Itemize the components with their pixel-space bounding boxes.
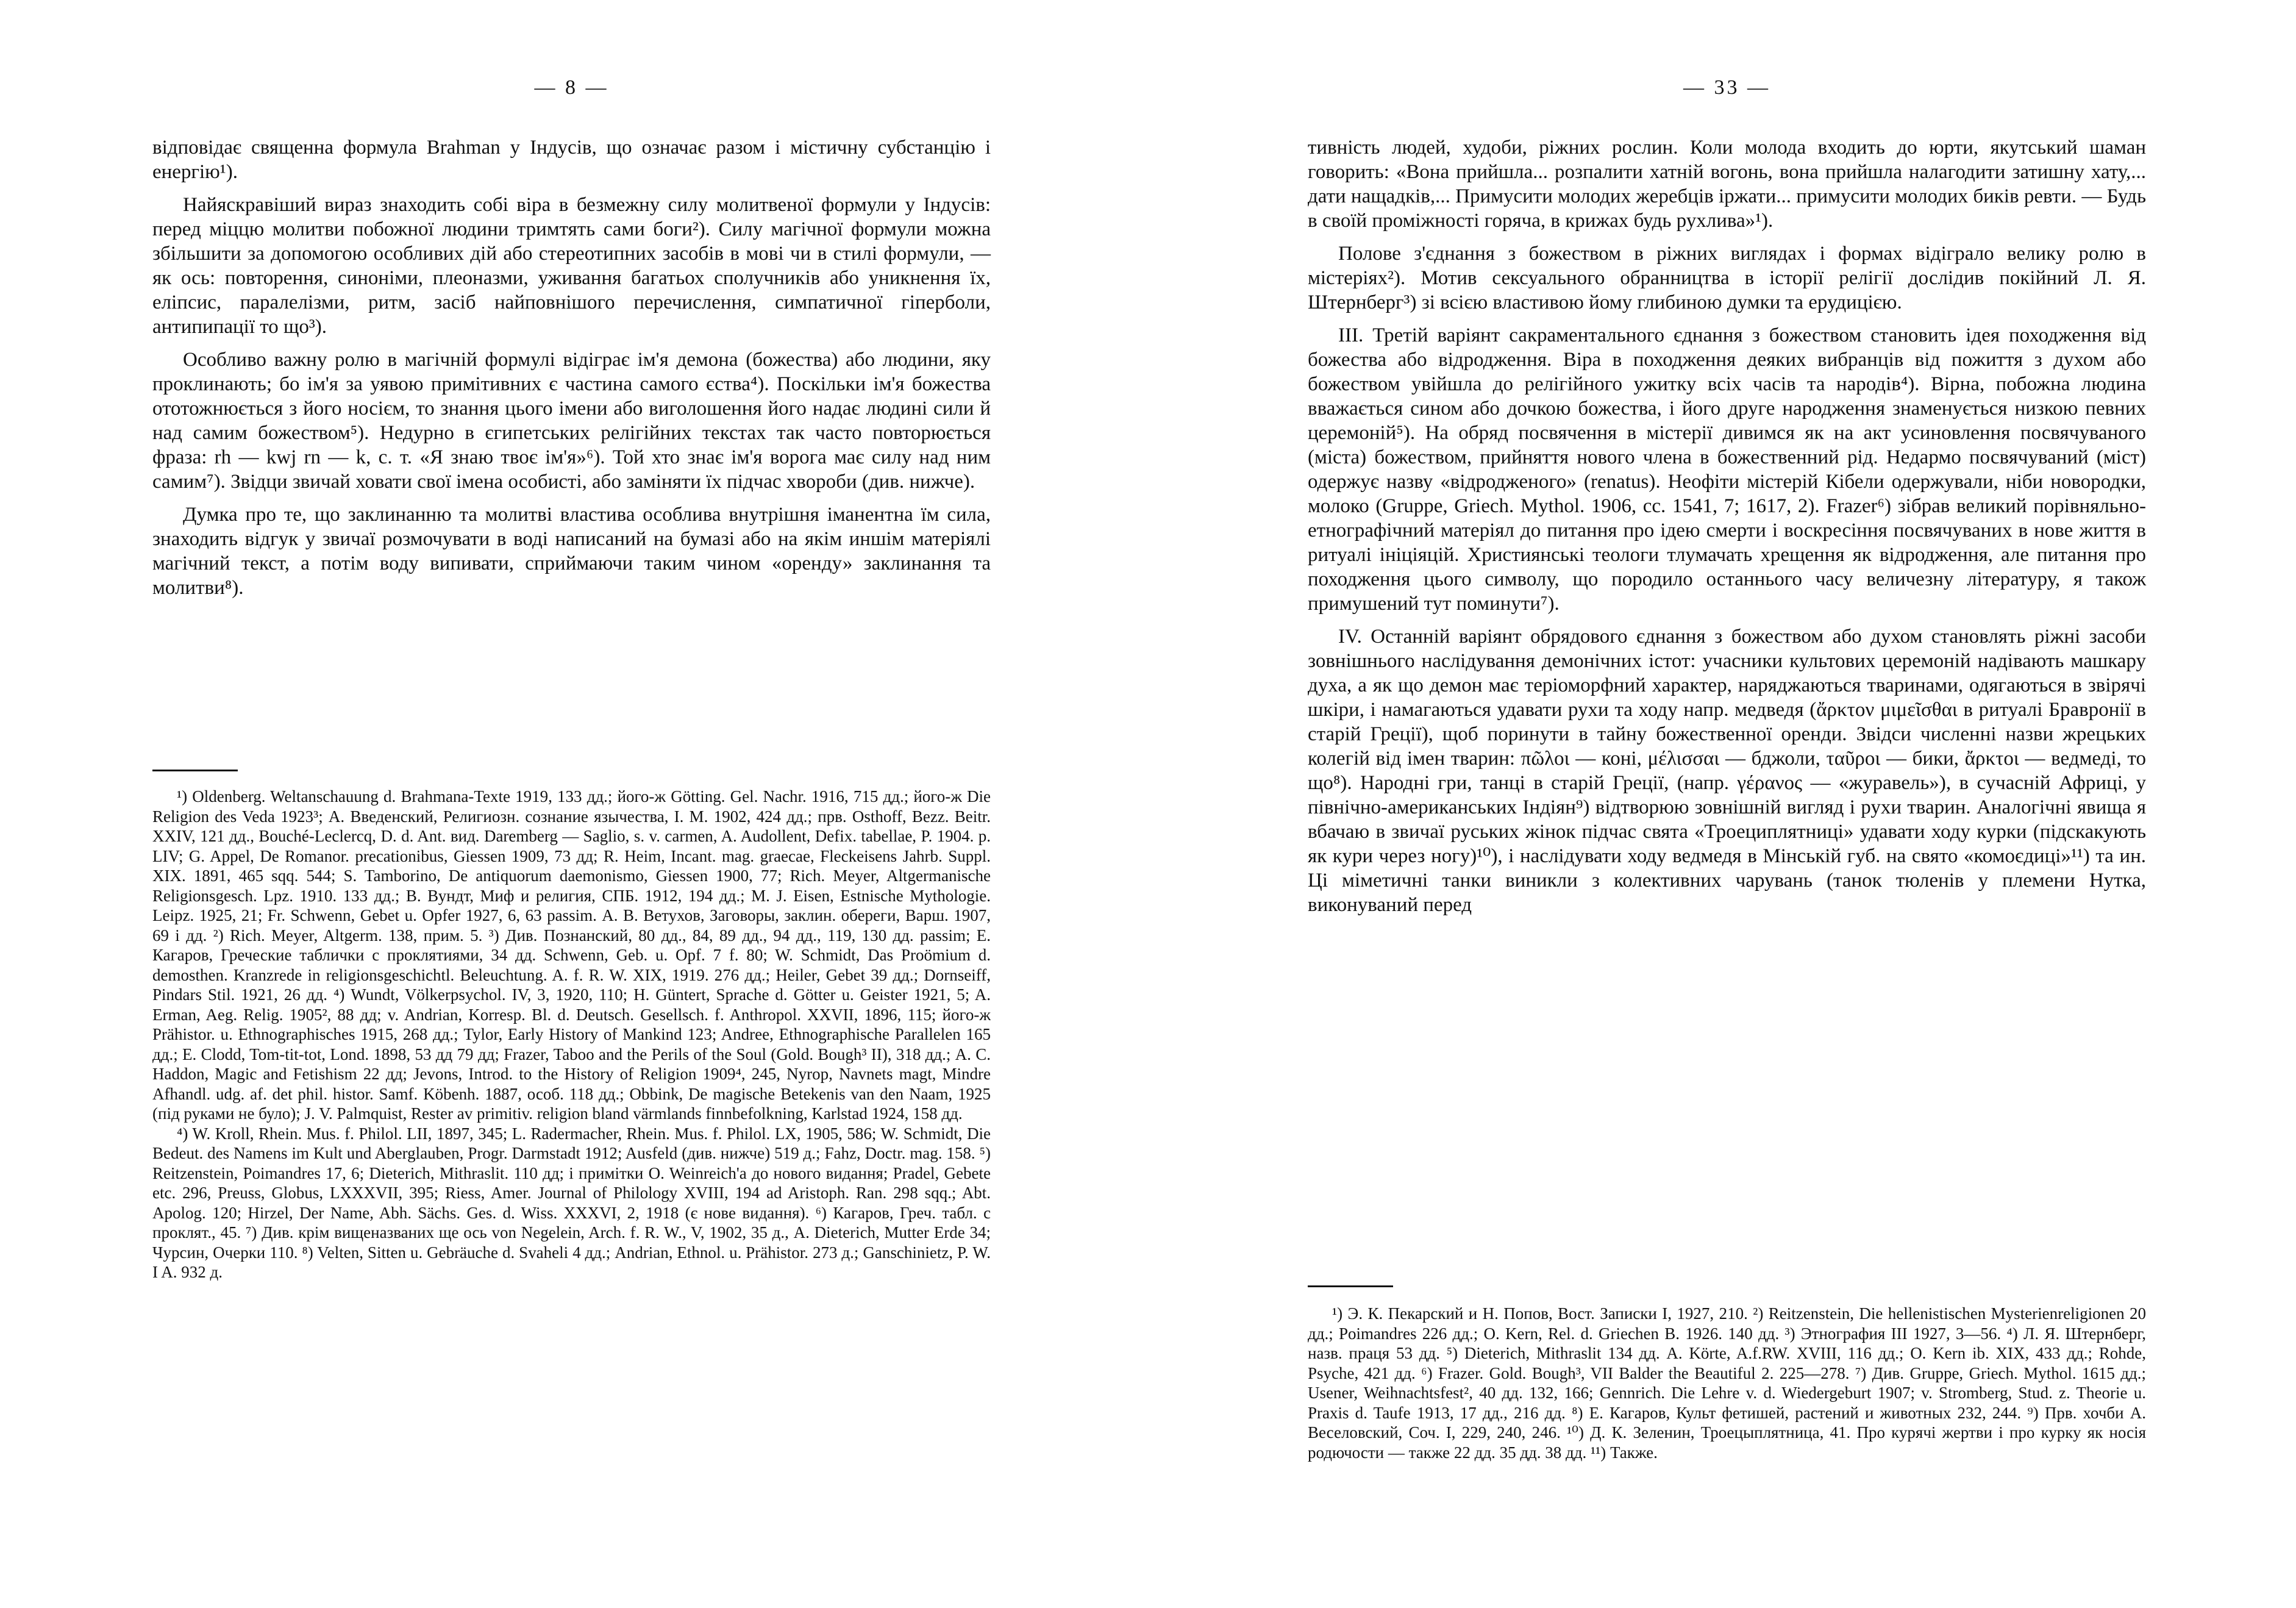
footnotes <box>1308 1304 2146 1462</box>
left-page <box>152 0 991 1608</box>
footnote: ⁴) W. Kroll, Rhein. Mus. f. Philol. LII, 1897, 345; L. Radermacher, Rhein. Mus. f. Philol. LX, 1905, 586; W. Schmidt, Die Bedeut. des Namens im Kult und Aberglauben, Progr. Darmstadt 1912; Ausfeld (див. нижче) 519 д.; Fahz, Doctr. mag. 158. ⁵) Reitzenstein, Poimandres 17, 6; Dieterich, Mithraslit. 110 дд; і примітки O. Weinreich'а до нового видання; Pradel, Gebete etc. 296, Preuss, Globus, LXXXVII, 395; Riess, Amer. Journal of Philology XVIII, 194 ad Aristoph. Ran. 298 sqq.; Abt. Apolog. 120; Hirzel, Der Name, Abh. Sächs. Ges. d. Wiss. XXXVI, 2, 1918 (є нове видання). ⁶) Кагаров, Греч. табл. с проклят., 45. ⁷) Див. крім вищеназваних ще ось von Negelein, Arch. f. R. W., V, 1902, 35 д., A. Dieterich, Mutter Erde 34; Чурсин, Очерки 110. ⁸) Velten, Sitten u. Gebräuche d. Svaheli 4 дд.; Andrian, Ethnol. u. Prähistor. 273 д.; Ganschinietz, P. W. I A. 932 д. <box>152 1124 991 1281</box>
main-text <box>1308 135 2146 926</box>
paragraph: відповідає священна формула Brahman у Індусів, що означає разом і містичну субстанцію і енергію¹). <box>152 137 991 183</box>
paragraph: Особливо важну ролю в магічній формулі відіграє ім'я демона (божества) або людини, яку проклинають; бо ім'я за уявою примітивних є частина самого єства⁴). Поскільки ім'я божества ототожнюється з його носієм, то знання цього імени або виголошення його надає людині сили й над самим божеством⁵). Недурно в єгипетських релігійних текстах так часто повторюється фраза: rh — kwj rn — k, с. т. «Я знаю твоє ім'я»⁶). Той хто знає ім'я ворога має силу над ним самим⁷). Звідци звичай ховати свої імена особисті, або заміняти їх підчас хвороби (див. нижче). <box>152 349 991 493</box>
paragraph: Полове з'єднання з божеством в ріжних виглядах і формах відіграло велику ролю в містеріях²). Мотив сексуального обранництва в історії релігії дослідив покійний Л. Я. Штернберг³) зі всією властивою йому глибиною думки та ерудицією. <box>1308 243 2146 313</box>
footnote: ¹) Oldenberg. Weltanschauung d. Brahmana-Texte 1919, 133 дд.; його-ж Götting. Gel. Nachr. 1916, 715 дд.; його-ж Die Religion des Veda 1923³; А. Введенский, Религиозн. сознание язычества, I. М. 1902, 424 дд.; прв. Osthoff, Bezz. Beitr. XXIV, 121 дд., Bouché-Leclercq, D. d. Ant. вид. Daremberg — Saglio, s. v. carmen, A. Audollent, Defix. tabellae, P. 1904. p. LIV; G. Appel, De Romanor. precationibus, Giessen 1909, 73 дд; R. Heim, Incant. mag. graecae, Fleckeisens Jahrb. Suppl. XIX. 1891, 465 sqq. 544; S. Tamborino, De antiquorum daemonismo, Giessen 1900, 77; Rich. Meyer, Altgermanische Religionsgesch. Lpz. 1910. 133 дд.; В. Вундт, Миф и религия, СПБ. 1912, 194 дд.; M. J. Eisen, Estnische Mythologie. Leipz. 1925, 21; Fr. Schwenn, Gebet u. Opfer 1927, 6, 63 passim. А. В. Ветухов, Заговоры, заклин. обереги, Варш. 1907, 69 і дд. ²) Rich. Meyer, Altgerm. 138, прим. 5. ³) Див. Познанский, 80 дд., 84, 89 дд., 94 дд., 119, 130 дд. passim; Е. Кагаров, Греческие таблички с проклятиями, 34 дд. Schwenn, Geb. u. Opf. 7 f. 80; W. Schmidt, Das Proömium d. demosthen. Kranzrede in religionsgeschichtl. Beleuchtung. A. f. R. W. XIX, 1919. 276 дд.; Heiler, Gebet 39 дд.; Dornseiff, Pindars Stil. 1921, 26 дд. ⁴) Wundt, Völkerpsychol. IV, 3, 1920, 110; H. Güntert, Sprache d. Götter u. Geister 1921, 5; A. Erman, Aeg. Relig. 1905², 88 дд; v. Andrian, Korresp. Bl. d. Deutsch. Gesellsch. f. Anthropol. XXVII, 1896, 115; його-ж Prähistor. u. Ethnographisches 1915, 268 дд.; Tylor, Early History of Mankind 123; Andree, Ethnographische Parallelen 165 дд.; E. Clodd, Tom-tit-tot, Lond. 1898, 53 дд 79 дд; Frazer, Taboo and the Perils of the Soul (Gold. Bough³ II), 318 дд.; A. C. Haddon, Magic and Fetishism 22 дд; Jevons, Introd. to the History of Religion 1909⁴, 245, Nyrop, Navnets magt, Mindre Afhandl. udg. af. det phil. histor. Samf. Köbenh. 1887, особ. 118 дд.; Obbink, De magische Betekenis van den Naam, 1925 (під руками не було); J. V. Palmquist, Rester av primitiv. religion bland värmlands finnbefolkning, Karlstad 1924, 158 дд. <box>152 787 991 1123</box>
main-text <box>152 135 991 609</box>
paragraph: IV. Останній варіянт обрядового єднання з божеством або духом становлять ріжні засоби зовнішнього наслідування демонічних істот: учасники культових церемоній надівають машкару духа, а як що демон має теріоморфний характер, наряджаються тваринами, одягаються в звірячі шкіри, і намагаються удавати рухи та ходу напр. медведя (ἄρκτον μιμεῖσθαι в ритуалі Бравронії в старій Греції), щоб поринути в тайну божественної оренди. Звідси численні назви жрецьких колегій від імен тварин: πῶλοι — коні, μέλισσαι — бджоли, ταῦροι — бики, ἄρκτοι — ведмеді, то що⁸). Народні гри, танці в старій Греції, (напр. γέρανος — «журавель»), в сучасній Африці, у північно-американських Індіян⁹) відтворюю зовнішній вигляд і рухи тварин. Аналогічні явища я вбачаю в звичаї руських жінок підчас свята «Троециплятниці» удавати ходу курки (підскакують як кури через ногу)¹⁰), і наслідувати ходу ведмедя в Мінській губ. на свято «комоєдиці»¹¹) та ин. Ці міметичні танки виникли з колективних чарувань (танок тюленів у племени Нутка, виконуваний перед <box>1308 626 2146 916</box>
paragraph: III. Третій варіянт сакраментального єднання з божеством становить ідея походження від божества або відродження. Віра в походження деяких вибранців від пожиття з духом або божеством увійшла до релігійного ужитку всіх часів та народів⁴). Вірна, побожна людина вважається сином або дочкою божества, і його друге народження знаменується низкою певних церемоній⁵). На обряд посвячення в містерії дивимся як на акт усиновлення посвячуваного (міста) божеством, прийняття нового члена в божественний рід. Недармо посвячуваний (міст) одержує назву «відродженого» (renatus). Неофіти містерій Кібели одержували, ніби новородки, молоко (Gruppe, Griech. Mythol. 1906, сс. 1541, 7; 1617, 2). Frazer⁶) зібрав великий порівняльно-етнографічний матеріял до питання про ідею смерти і воскресіння посвячуваних в нове життя в ритуалі ініціяцій. Християнські теологи тлумачать хрещення як відродження, але питання про походження цього символу, що породило останнього часу величезну літературу, я також примушений тут поминути⁷). <box>1308 324 2146 615</box>
paragraph: Найяскравіший вираз знаходить собі віра в безмежну силу молитвеної формули у Індусів: перед міццю молитви побожної людини тримтять сами боги²). Силу магічної формули можна збільшити за допомогою особливих дій або стереотипних засобів в мові чи в стилі формули, — як ось: повторення, синоніми, плеоназми, уживання багатьох сполучників або уникнення їх, еліпсис, паралелізми, ритм, засіб найповнішого перечислення, симпатичної гіперболи, антипипації то що³). <box>152 194 991 338</box>
page-number: — 8 — <box>534 76 609 99</box>
page-number: — 33 — <box>1683 76 1770 99</box>
paragraph: тивність людей, худоби, ріжних рослин. Коли молода входить до юрти, якутський шаман говорить: «Вона прийшла... розпалити хатній вогонь, вона прийшла налагодити затишну хату,... дати нащадків,... Примусити молодих жеребців іржати... примусити молодих биків ревти. — Будь в своїй проміжності горяча, в крижах будь рухлива»¹). <box>1308 137 2146 232</box>
footnotes <box>152 787 991 1282</box>
right-page <box>1308 0 2146 1608</box>
footnote-separator <box>1308 1285 1393 1287</box>
paragraph: Думка про те, що заклинанню та молитві властива особлива внутрішня іманентна їм сила, знаходить відгук у звичаї розмочувати в воді написаний на бумазі або на якім иншім матеріялі магічний текст, а потім воду випивати, сприймаючи таким чином «оренду» заклинання та молитви⁸). <box>152 504 991 599</box>
footnote-separator <box>152 770 238 771</box>
footnote: ¹) Э. К. Пекарский и Н. Попов, Вост. Записки I, 1927, 210. ²) Reitzenstein, Die hellenistischen Mysterienreligionen 20 дд.; Poimandres 226 дд.; O. Kern, Rel. d. Griechen B. 1926. 140 дд. ³) Этнография III 1927, 3—56. ⁴) Л. Я. Штернберг, назв. праця 53 дд. ⁵) Dieterich, Mithraslit 134 дд. A. Körte, A.f.RW. XVIII, 116 дд.; O. Kern ib. XIX, 433 дд.; Rohde, Psyche, 421 дд. ⁶) Frazer. Gold. Bough³, VII Balder the Beautiful 2. 225—278. ⁷) Див. Gruppe, Griech. Mythol. 1615 дд.; Usener, Weihnachtsfest², 40 дд. 132, 166; Gennrich. Die Lehre v. d. Wiedergeburt 1907; v. Stromberg, Stud. z. Theorie u. Praxis d. Taufe 1913, 17 дд., 216 дд. ⁸) Е. Кагаров, Культ фетишей, растений и животных 232, 244. ⁹) Прв. хочби А. Веселовский, Соч. I, 229, 240, 246. ¹⁰) Д. К. Зеленин, Троецыплятница, 41. Про курячі жертви і про курку як носія родючости — также 22 дд. 35 дд. 38 дд. ¹¹) Также. <box>1308 1304 2146 1462</box>
